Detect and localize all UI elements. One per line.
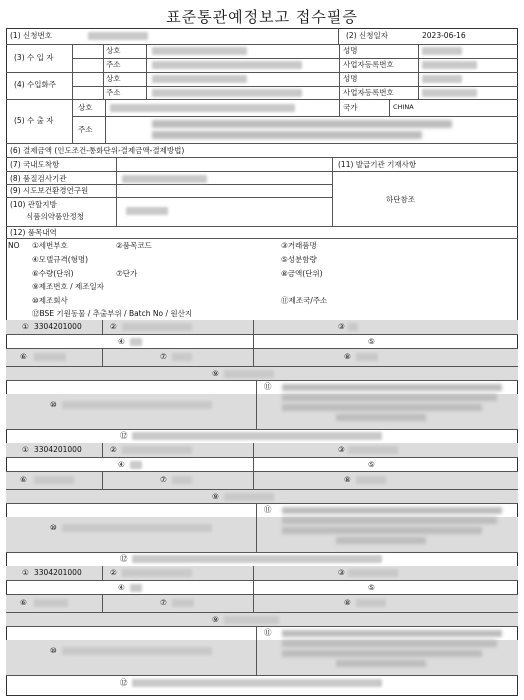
divider [418,44,419,99]
redacted-field [152,120,452,128]
row-shade [6,320,518,334]
item-mark: ② [110,322,117,331]
redacted-field [152,47,247,55]
importer-name-label: 상호 [106,46,121,55]
redacted-field [422,89,477,97]
item-mark: ① [22,445,29,454]
item-mark: ⑫ [120,431,128,440]
redacted-field [282,630,502,637]
redacted-field [422,75,462,83]
legend-item: ②품목코드 [116,241,152,250]
divider [102,320,103,334]
redacted-field [282,507,502,514]
owner-name-label: 상호 [106,74,121,83]
divider [253,471,254,489]
legend-item: ④모델규격(형명) [32,255,89,264]
redacted-field [336,660,426,667]
divider [6,366,518,367]
divider [6,580,518,581]
redacted-field [132,555,382,563]
exporter-country-label: 국가 [343,103,358,112]
redacted-field [282,650,482,657]
divider [102,594,103,612]
redacted-field [110,104,295,112]
item-mark: ③ [338,322,345,331]
item-mark: ① [22,322,29,331]
redacted-field [422,47,462,55]
redacted-field [62,524,212,532]
redacted-field [62,647,212,655]
owner-address-label: 주소 [106,88,121,97]
hs-code: 3304201000 [34,445,82,454]
item-mark: ⑥ [20,475,27,484]
item-mark: ⑩ [50,400,57,409]
item-mark: ⑥ [20,352,27,361]
legend-item: ⑤성분함량 [281,255,317,264]
redacted-field [122,569,192,577]
item-block [6,320,518,444]
item-details-label: (12) 품목내역 [10,228,57,237]
exporter-address-label: 주소 [78,125,93,134]
issuer-notes-label: (11) 발급기관 기재사항 [338,160,417,169]
legend-item: ①세번부호 [32,241,68,250]
divider [339,99,340,116]
redacted-field [152,89,302,97]
divider [6,675,518,676]
jurisdiction-label-2: 식품의약품안정청 [26,212,84,221]
divider [6,184,332,185]
divider [102,348,103,366]
divider [6,72,518,73]
item-mark: ⑤ [368,583,375,592]
redacted-field [336,537,426,544]
owner-biz-label: 사업자등록번호 [343,88,394,97]
redacted-field [132,432,382,440]
divider [6,380,518,381]
legend-item: ⑧금액(단위) [281,269,323,278]
divider [253,566,254,594]
divider [332,157,333,226]
redacted-field [152,61,302,69]
row-shade [6,443,518,457]
redacted-field [356,476,386,484]
divider [102,443,103,457]
divider [6,471,518,472]
item-mark: ⑧ [344,352,351,361]
redacted-field [172,353,192,361]
divider [72,58,518,59]
redacted-field [130,338,142,346]
item-mark: ⑦ [160,598,167,607]
item-mark: ⑤ [368,460,375,469]
item-mark: ⑫ [120,678,128,687]
issuer-notes-value: 하단참조 [386,195,415,204]
divider [72,116,518,117]
redacted-field [62,401,212,409]
divider [389,99,390,116]
divider [6,238,518,239]
redacted-field [130,584,142,592]
divider [6,99,518,100]
divider [6,171,518,172]
redacted-field [172,476,192,484]
divider [146,44,147,99]
application-date: 2023-06-16 [422,31,466,40]
owner-label: (4) 수입화주 [14,80,56,89]
importer-rep-label: 성명 [343,46,358,55]
item-mark: ④ [118,460,125,469]
redacted-field [172,599,194,607]
quality-inspector-label: (8) 품질검사기관 [10,174,67,183]
legend-item: ⑩제조회사 [32,296,68,305]
divider [72,86,518,87]
item-mark: ⑧ [344,475,351,484]
redacted-field [224,493,274,501]
redacted-field [282,527,482,534]
divider [6,594,518,595]
redacted-field [88,32,148,40]
item-mark: ② [110,568,117,577]
item-mark: ② [110,445,117,454]
divider [6,457,518,458]
divider [6,489,518,490]
payment-label: (6) 결제금액 (인도조건-통화단위-결제금액-결제방법) [10,146,185,155]
legend-item: ⑥수량(단위) [32,269,74,278]
row-shade [6,566,518,580]
divider [6,226,518,227]
redacted-field [356,353,378,361]
divider [6,44,518,45]
exporter-name-label: 상호 [78,103,93,112]
item-mark: ⑦ [160,352,167,361]
redacted-field [152,75,247,83]
arrival-port-label: (7) 국내도착항 [10,160,60,169]
item-mark: ⑤ [368,337,375,346]
divider [253,320,254,348]
item-mark: ⑩ [50,523,57,532]
divider [6,626,518,627]
redacted-field [282,517,497,524]
item-mark: ③ [338,445,345,454]
item-mark: ③ [338,568,345,577]
redacted-field [122,323,192,331]
divider [6,552,518,553]
redacted-field [348,569,398,577]
divider [6,334,518,335]
redacted-field [348,446,398,454]
legend-no: NO [8,241,20,250]
hs-code: 3304201000 [34,322,82,331]
redacted-field [132,679,382,687]
item-block [6,443,518,567]
divider [6,503,518,504]
divider [256,380,257,429]
redacted-field [348,323,358,331]
redacted-field [34,476,74,484]
importer-address-label: 주소 [106,60,121,69]
exporter-country: CHINA [393,103,414,111]
divider [103,44,104,99]
legend-item: ⑪제조국/주소 [281,296,328,305]
divider [253,443,254,471]
redacted-field [224,370,274,378]
health-institute-label: (9) 시도보건환경연구원 [10,186,89,195]
legend-item: ③거래품명 [281,241,317,250]
item-mark: ① [22,568,29,577]
divider [339,44,340,99]
redacted-field [34,353,66,361]
jurisdiction-label-1: (10) 관할지방 [10,200,57,209]
divider [6,429,518,430]
redacted-field [34,599,68,607]
divider [338,28,339,44]
redacted-field [122,175,207,183]
importer-label: (3) 수 입 자 [14,53,54,62]
legend-item: ⑫BSE 기원동물 / 추출부위 / Batch No / 원산지 [32,309,193,318]
item-block [6,566,518,696]
divider [6,143,518,144]
divider [6,348,518,349]
divider [6,612,518,613]
redacted-field [282,384,502,391]
redacted-field [126,207,168,215]
redacted-field [130,461,142,469]
document-title: 표준통관예정보고 접수필증 [166,8,358,26]
application-no-label: (1) 신청번호 [10,31,52,40]
redacted-field [356,599,386,607]
item-mark: ⑦ [160,475,167,484]
redacted-field [224,616,279,624]
divider [105,99,106,143]
redacted-field [282,640,497,647]
item-mark: ⑪ [264,505,272,514]
divider [6,197,332,198]
item-mark: ⑨ [212,615,219,624]
divider [253,348,254,366]
item-mark: ⑫ [120,554,128,563]
divider [72,44,73,143]
item-mark: ⑥ [20,598,27,607]
divider [102,471,103,489]
legend-item: ⑨제조번호 / 제조일자 [32,282,104,291]
item-mark: ⑪ [264,628,272,637]
redacted-field [282,394,497,401]
divider [116,157,117,226]
exporter-label: (5) 수 출 자 [14,116,54,125]
item-mark: ⑧ [344,598,351,607]
divider [102,566,103,580]
item-mark: ⑪ [264,382,272,391]
item-mark: ⑩ [50,646,57,655]
owner-rep-label: 성명 [343,74,358,83]
item-mark: ④ [118,337,125,346]
item-mark: ④ [118,583,125,592]
legend-item: ⑦단가 [116,269,138,278]
redacted-field [282,404,482,411]
divider [253,594,254,612]
redacted-field [422,61,477,69]
importer-biz-label: 사업자등록번호 [343,60,394,69]
application-date-label: (2) 신청일자 [346,31,388,40]
item-mark: ⑨ [212,492,219,501]
redacted-field [122,446,192,454]
item-mark: ⑨ [212,369,219,378]
redacted-field [336,414,426,421]
divider [256,503,257,552]
divider [256,626,257,675]
hs-code: 3304201000 [34,568,82,577]
redacted-field [152,131,422,139]
divider [6,157,518,158]
